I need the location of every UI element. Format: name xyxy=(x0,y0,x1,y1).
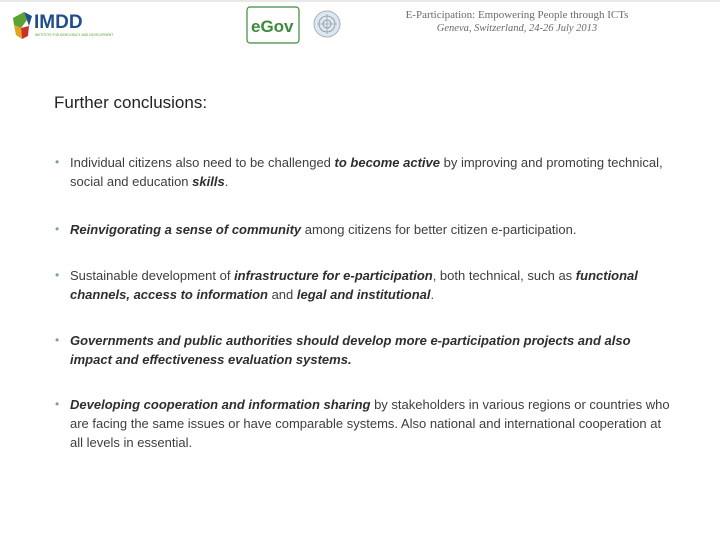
bullet-icon: • xyxy=(55,397,60,411)
bullet-icon: • xyxy=(55,268,60,282)
bullet-icon: • xyxy=(55,222,60,236)
bullet-icon: • xyxy=(55,155,60,169)
imdd-logo-subtext: INSTITUTE FOR DEMOCRACY AND DEVELOPMENT xyxy=(35,33,114,37)
imdd-logo-text: IMDD xyxy=(34,12,83,33)
imdd-logo xyxy=(10,6,114,44)
un-emblem xyxy=(312,9,342,39)
conference-subtitle: Geneva, Switzerland, 24-26 July 2013 xyxy=(436,23,598,34)
list-item: • Governments and public authorities should develop more e-participation projects and also impact and effectiveness evaluation systems. xyxy=(55,333,631,367)
header-rule xyxy=(0,0,720,2)
slide-heading: Further conclusions: xyxy=(54,93,208,112)
list-item: • Individual citizens also need to be challenged to become active by improving and promoting technical, social and education skills. xyxy=(55,155,663,189)
egov-logo xyxy=(246,6,300,44)
list-item: • Reinvigorating a sense of community among citizens for better citizen e-participation. xyxy=(55,222,577,237)
conference-title: E-Participation: Empowering People through ICTs xyxy=(405,9,629,21)
egov-logo-text: eGov xyxy=(251,17,294,36)
list-item: • Developing cooperation and information sharing by stakeholders in various regions or countries who are facing the same issues or have comparable systems. Also national and international cooperation at all levels in essential. xyxy=(55,397,670,450)
list-item: • Sustainable development of infrastructure for e-participation, both technical, such as functional channels, access to information and legal and institutional. xyxy=(55,268,638,302)
bullet-icon: • xyxy=(55,333,60,347)
